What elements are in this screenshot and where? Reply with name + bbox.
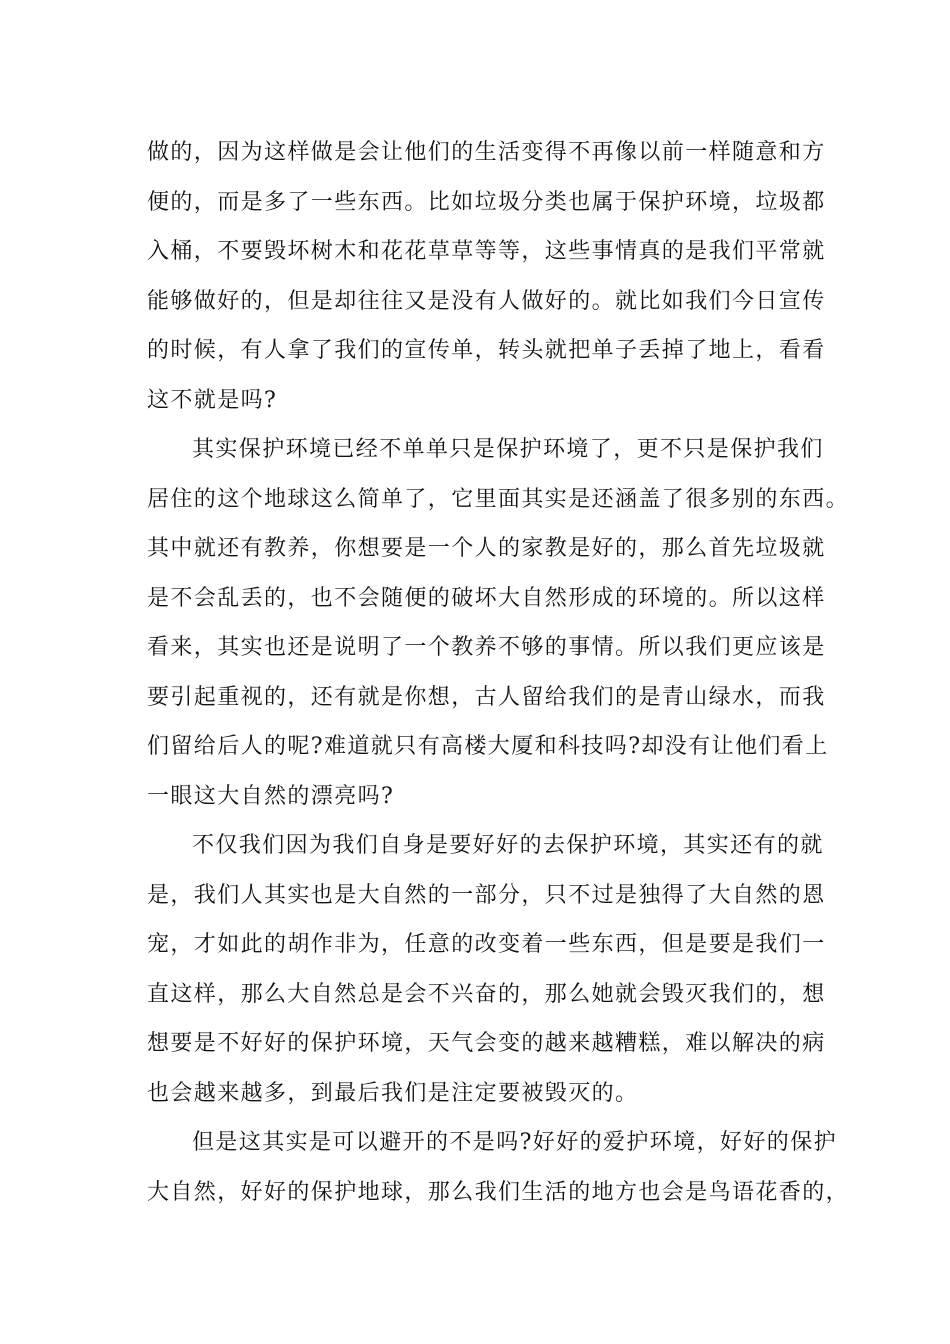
text-line: 居住的这个地球这么简单了，它里面其实是还涵盖了很多别的东西。 bbox=[147, 486, 850, 512]
text-line: 看来，其实也还是说明了一个教养不够的事情。所以我们更应该是 bbox=[147, 635, 826, 660]
text-line: 能够做好的，但是却往往又是没有人做好的。就比如我们今日宣传 bbox=[147, 288, 826, 314]
text-line: 大自然，好好的保护地球，那么我们生活的地方也会是鸟语花香的， bbox=[147, 1179, 850, 1205]
text-line: 宠，才如此的胡作非为，任意的改变着一些东西，但是要是我们一 bbox=[147, 932, 826, 957]
text-line: 是，我们人其实也是大自然的一部分，只不过是独得了大自然的恩 bbox=[147, 882, 826, 908]
text-line: 也会越来越多，到最后我们是注定要被毁灭的。 bbox=[147, 1080, 639, 1106]
text-line: 入桶，不要毁坏树木和花花草草等等，这些事情真的是我们平常就 bbox=[147, 239, 826, 264]
text-line: 其中就还有教养，你想要是一个人的家教是好的，那么首先垃圾就 bbox=[147, 536, 826, 561]
paragraph-start-line: 不仅我们因为我们自身是要好好的去保护环境，其实还有的就 bbox=[192, 833, 824, 858]
text-line: 是不会乱丢的，也不会随便的破坏大自然形成的环境的。所以这样 bbox=[147, 585, 826, 611]
text-line: 直这样，那么大自然总是会不兴奋的，那么她就会毁灭我们的，想 bbox=[147, 981, 826, 1007]
text-line: 这不就是吗? bbox=[147, 387, 278, 413]
text-line: 一眼这大自然的漂亮吗? bbox=[147, 783, 395, 809]
essay-text bbox=[147, 128, 850, 1217]
text-line: 便的，而是多了一些东西。比如垃圾分类也属于保护环境，垃圾都 bbox=[147, 189, 826, 215]
text-line: 做的，因为这样做是会让他们的生活变得不再像以前一样随意和方 bbox=[147, 140, 826, 165]
paragraph-start-line: 其实保护环境已经不单单只是保护环境了，更不只是保护我们 bbox=[192, 437, 824, 462]
paragraph-start-line: 但是这其实是可以避开的不是吗?好好的爱护环境，好好的保护 bbox=[192, 1130, 837, 1155]
text-line: 想要是不好好的保护环境，天气会变的越来越糟糕，难以解决的病 bbox=[147, 1031, 826, 1056]
text-line: 要引起重视的，还有就是你想，古人留给我们的是青山绿水，而我 bbox=[147, 684, 826, 710]
text-line: 们留给后人的呢?难道就只有高楼大厦和科技吗?却没有让他们看上 bbox=[147, 734, 829, 759]
text-line: 的时候，有人拿了我们的宣传单，转头就把单子丢掉了地上，看看 bbox=[147, 338, 826, 363]
